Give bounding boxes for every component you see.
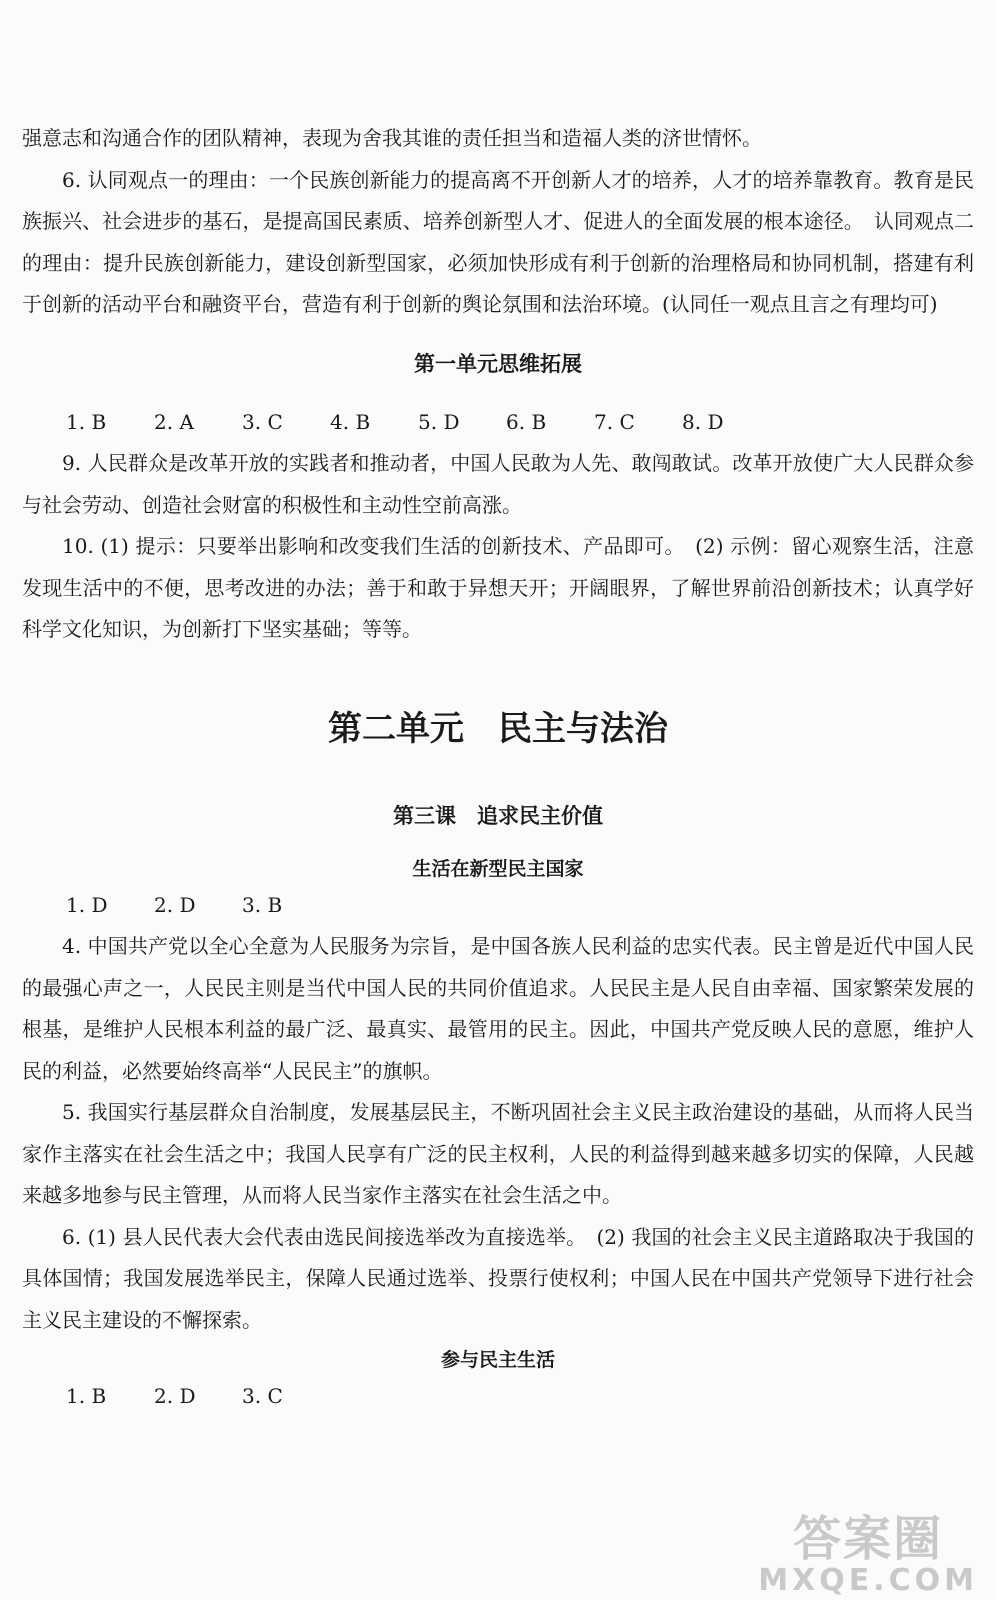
watermark-logo bbox=[758, 1511, 978, 1598]
unit2-title: 第二单元 民主与法治 bbox=[328, 708, 668, 749]
answer-item: 7. C bbox=[594, 409, 635, 434]
answer-row-unit1 bbox=[22, 402, 974, 444]
answer-item: 5. D bbox=[418, 409, 460, 434]
answer-item: 8. D bbox=[682, 409, 724, 434]
answer-item: 3. C bbox=[242, 1384, 283, 1408]
answer-item: 4. B bbox=[330, 409, 371, 434]
answer-item: 6. B bbox=[506, 409, 547, 434]
paragraph-q6: 6. 认同观点一的理由：一个民族创新能力的提高离不开创新人才的培养，人才的培养靠教育。教育是民族振兴、社会进步的基石，是提高国民素质、培养创新型人才、促进人的全面发展的根本途径。 认同观点二的理由：提升民族创新能力，建设创新型国家，必须加快形成有利于创新的治理格局和协同机制，搭建有利于创新的活动平台和融资平台，营造有利于创新的舆论氛围和法治环境。(认同任一观点且言之有理均可) bbox=[22, 167, 974, 316]
answer-item: 2. D bbox=[154, 1384, 196, 1408]
paragraph-living-q4: 4. 中国共产党以全心全意为人民服务为宗旨，是中国各族人民利益的忠实代表。民主曾是近代中国人民的最强心声之一，人民民主则是当代中国人民的共同价值追求。人民民主是人民自由幸福、国家繁荣发展的根基，是维护人民根本利益的最广泛、最真实、最管用的民主。因此，中国共产党反映人民的意愿，维护人民的利益，必然要始终高举“人民民主”的旗帜。 bbox=[22, 934, 974, 1083]
subsection-title-living: 生活在新型民主国家 bbox=[412, 857, 584, 880]
paragraph-living-q6: 6. (1) 县人民代表大会代表由选民间接选举改为直接选举。 (2) 我国的社会主义民主道路取决于我国的具体国情；我国发展选举民主，保障人民通过选举、投票行使权利；中国人民在中国共产党领导下进行社会主义民主建设的不懈探索。 bbox=[22, 1224, 974, 1332]
paragraph-unit1-q9: 9. 人民群众是改革开放的实践者和推动者，中国人民敢为人先、敢闯敢试。改革开放使广大人民群众参与社会劳动、创造社会财富的积极性和主动性空前高涨。 bbox=[22, 451, 974, 517]
lesson3-title: 第三课 追求民主价值 bbox=[393, 803, 603, 828]
answer-item: 1. B bbox=[66, 409, 107, 434]
document-page bbox=[22, 118, 974, 1418]
answer-row-living bbox=[22, 885, 974, 927]
subsection-title-participate: 参与民主生活 bbox=[440, 1349, 555, 1371]
paragraph-unit1-q10: 10. (1) 提示：只要举出影响和改变我们生活的创新技术、产品即可。 (2) 示例：留心观察生活，注意发现生活中的不便，思考改进的办法；善于和敢于异想天开；开阔眼界，了解世界前沿创新技术；认真学好科学文化知识，为创新打下坚实基础；等等。 bbox=[22, 534, 974, 641]
answer-item: 3. B bbox=[242, 892, 283, 917]
answer-item: 3. C bbox=[242, 409, 283, 434]
watermark-main-text: 答案圈 bbox=[793, 1511, 944, 1568]
answer-row-participate bbox=[22, 1376, 974, 1418]
answer-item: 1. B bbox=[66, 1384, 107, 1408]
watermark-sub-text: MXQE.COM bbox=[758, 1562, 978, 1598]
answer-item: 1. D bbox=[66, 892, 108, 917]
answer-item: 2. D bbox=[154, 892, 196, 917]
paragraph-living-q5: 5. 我国实行基层群众自治制度，发展基层民主，不断巩固社会主义民主政治建设的基础，从而将人民当家作主落实在社会生活之中；我国人民享有广泛的民主权利，人民的利益得到越来越多切实的保障，人民越来越多地参与民主管理，从而将人民当家作主落实在社会生活之中。 bbox=[22, 1100, 974, 1207]
section-title-unit1-extension: 第一单元思维拓展 bbox=[414, 351, 582, 376]
answer-item: 2. A bbox=[154, 409, 194, 434]
paragraph-intro: 强意志和沟通合作的团队精神，表现为舍我其谁的责任担当和造福人类的济世情怀。 bbox=[22, 126, 762, 150]
